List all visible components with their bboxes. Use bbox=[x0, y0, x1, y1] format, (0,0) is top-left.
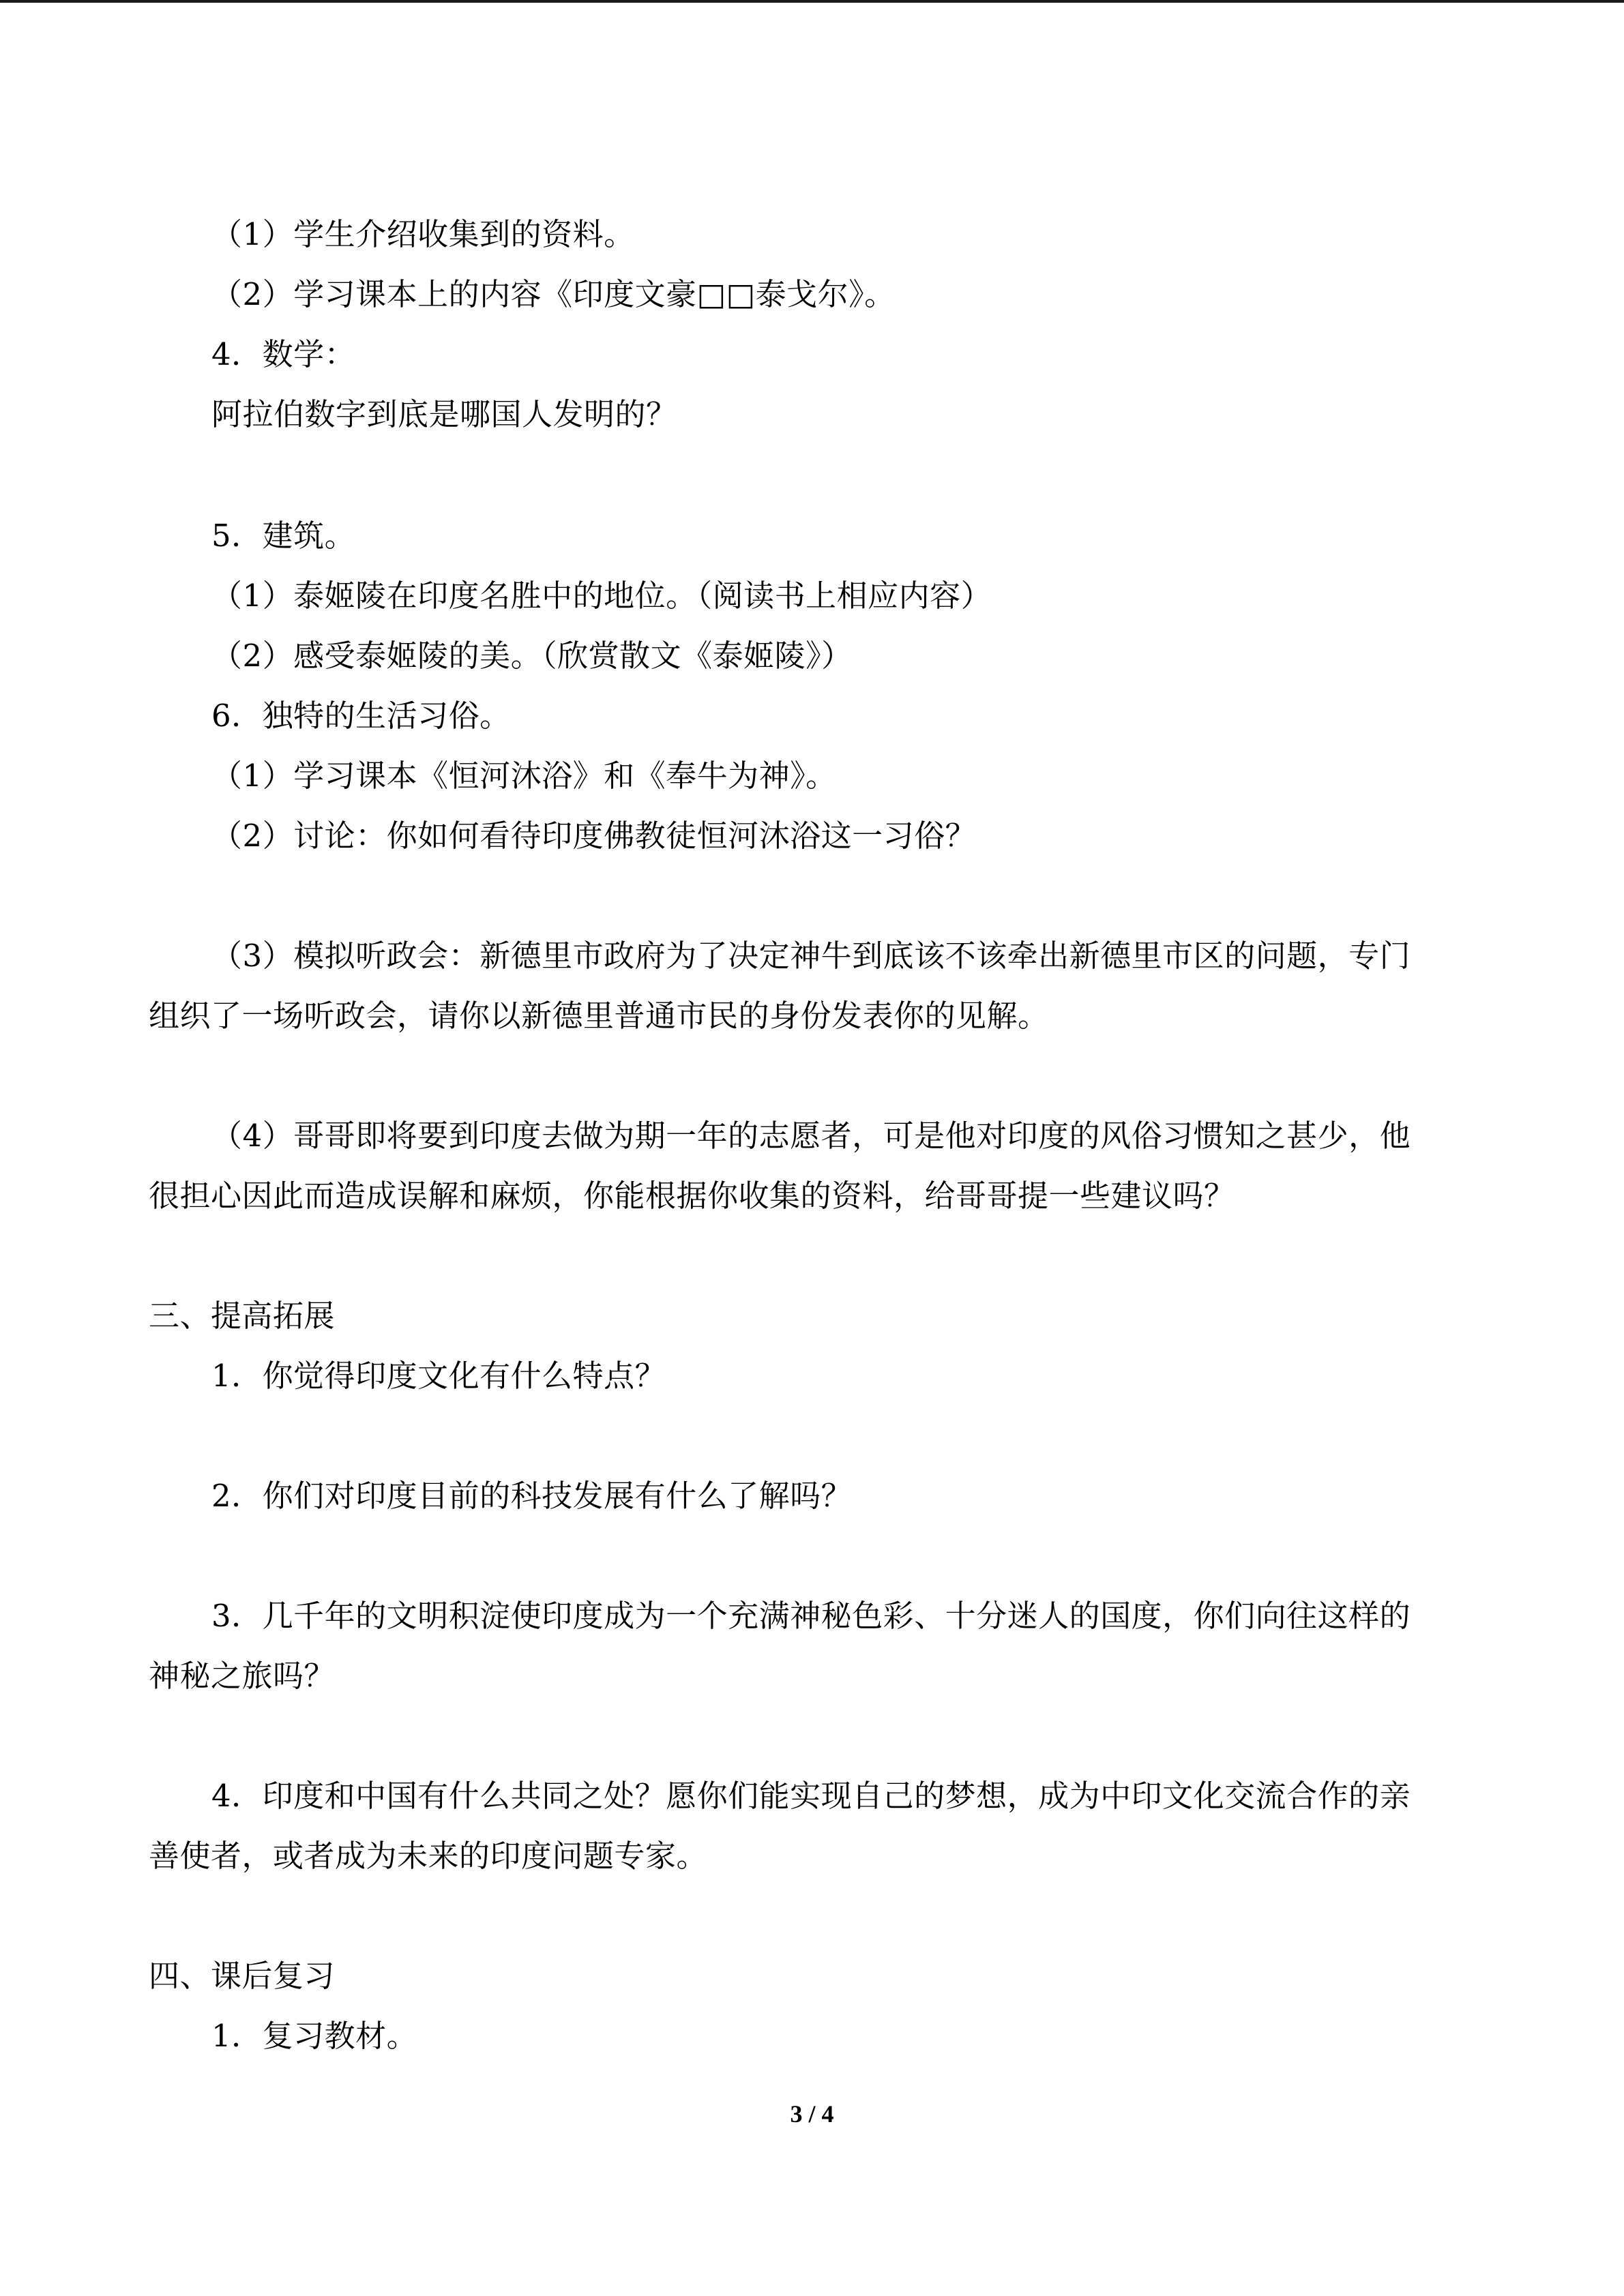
paragraph-line: 组织了一场听政会，请你以新德里普通市民的身份发表你的见解。 bbox=[149, 998, 1049, 1034]
section-heading: 4．数学： bbox=[211, 336, 356, 372]
paragraph-line: （3）模拟听政会：新德里市政府为了决定神牛到底该不该牵出新德里市区的问题，专门 bbox=[211, 938, 1411, 974]
section-heading: 6．独特的生活习俗。 bbox=[211, 698, 511, 734]
page-number: 3 / 4 bbox=[790, 2100, 834, 2128]
paragraph-line: （1）学生介绍收集到的资料。 bbox=[211, 216, 635, 252]
paragraph-line: （1）泰姬陵在印度名胜中的地位。（阅读书上相应内容） bbox=[211, 578, 992, 614]
paragraph-line: （2）学习课本上的内容《印度文豪□□泰戈尔》。 bbox=[211, 276, 896, 312]
paragraph-line: 3．几千年的文明积淀使印度成为一个充满神秘色彩、十分迷人的国度，你们向往这样的 bbox=[211, 1598, 1411, 1634]
paragraph-line: 很担心因此而造成误解和麻烦，你能根据你收集的资料，给哥哥提一些建议吗？ bbox=[149, 1178, 1235, 1214]
paragraph-line: 阿拉伯数字到底是哪国人发明的？ bbox=[211, 396, 677, 432]
paragraph-line: （1）学习课本《恒河沐浴》和《奉牛为神》。 bbox=[211, 758, 837, 794]
paragraph-line: （2）讨论：你如何看待印度佛教徒恒河沐浴这一习俗？ bbox=[211, 818, 977, 854]
paragraph-line: 4．印度和中国有什么共同之处？愿你们能实现自己的梦想，成为中印文化交流合作的亲 bbox=[211, 1778, 1411, 1814]
paragraph-line: 1．复习教材。 bbox=[211, 2018, 418, 2054]
section-heading: 5．建筑。 bbox=[211, 518, 356, 554]
paragraph-line: （2）感受泰姬陵的美。（欣赏散文《泰姬陵》） bbox=[211, 638, 853, 674]
top-border-rule bbox=[0, 0, 1624, 3]
paragraph-line: 1．你觉得印度文化有什么特点？ bbox=[211, 1358, 666, 1394]
paragraph-line: 善使者，或者成为未来的印度问题专家。 bbox=[149, 1838, 708, 1874]
section-heading: 三、提高拓展 bbox=[149, 1298, 336, 1334]
paragraph-line: （4）哥哥即将要到印度去做为期一年的志愿者，可是他对印度的风俗习惯知之甚少，他 bbox=[211, 1118, 1411, 1154]
paragraph-line: 神秘之旅吗？ bbox=[149, 1658, 336, 1694]
paragraph-line: 2．你们对印度目前的科技发展有什么了解吗？ bbox=[211, 1478, 853, 1514]
section-heading: 四、课后复习 bbox=[149, 1958, 336, 1994]
